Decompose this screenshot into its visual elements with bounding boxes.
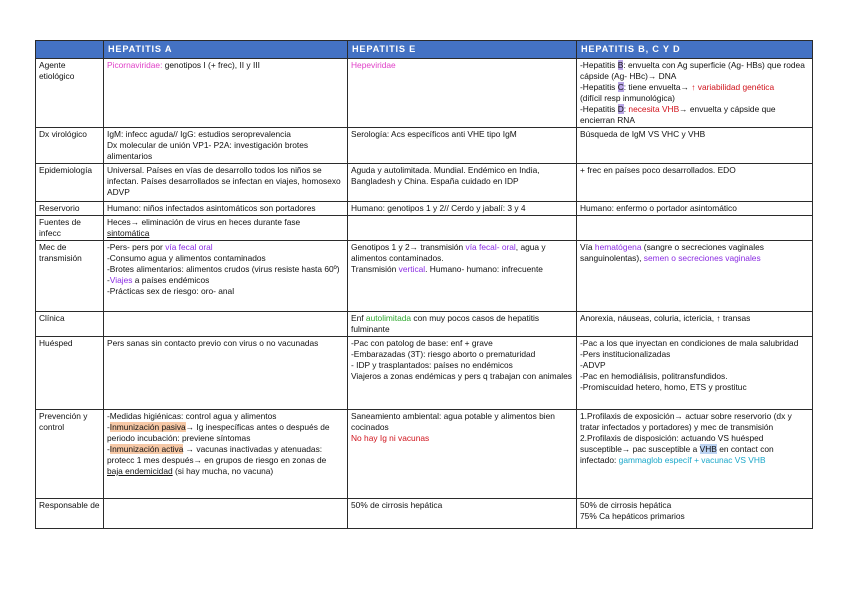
text-segment: -Embarazadas (3T): riesgo aborto o prematuridad — [351, 349, 536, 359]
table-row — [36, 312, 813, 337]
cell-line — [351, 264, 573, 275]
text-segment: gammaglob específ + vacunac VS VHB — [618, 455, 766, 465]
row-label: Huésped — [36, 337, 104, 410]
text-segment: Anorexia, náuseas, coluria, ictericia, ↑ transas — [580, 313, 751, 323]
text-segment: -Prácticas sex de riesgo: oro- anal — [107, 286, 235, 296]
text-segment: -ADVP — [580, 360, 606, 370]
cell-line — [580, 104, 809, 126]
cell-hepatitis-bcd — [577, 59, 813, 128]
text-segment: a países endémicos — [132, 275, 210, 285]
cell-line — [580, 338, 809, 349]
cell-line — [351, 203, 573, 214]
text-segment: -Pac con patolog de base: enf + grave — [351, 338, 493, 348]
text-segment: baja endemicidad — [107, 466, 173, 476]
table-body — [36, 59, 813, 529]
text-segment: Universal. Países en vías de desarrollo todos los niños se infectan. Países desarrollados se infectan en viajes, homosexo ADVP — [107, 165, 341, 197]
cell-hepatitis-a — [104, 59, 348, 128]
cell-line — [351, 360, 573, 371]
text-segment: -Promiscuidad hetero, homo, ETS y prostituc — [580, 382, 747, 392]
cell-line — [107, 60, 344, 71]
cell-line — [351, 60, 573, 71]
table-row — [36, 164, 813, 202]
header-blank — [36, 41, 104, 59]
cell-hepatitis-bcd — [577, 410, 813, 499]
cell-hepatitis-a — [104, 241, 348, 312]
row-label: Mec de transmisión — [36, 241, 104, 312]
text-segment: IgM: infecc aguda// IgG: estudios seroprevalencia — [107, 129, 291, 139]
table-row — [36, 410, 813, 499]
table-header-row — [36, 41, 813, 59]
text-segment: Viajeros a zonas endémicas y pers q trabajan con animales — [351, 371, 572, 381]
cell-line — [580, 371, 809, 382]
cell-hepatitis-e — [348, 241, 577, 312]
text-segment: - — [107, 422, 110, 432]
text-segment: Búsqueda de IgM VS VHC y VHB — [580, 129, 706, 139]
header-hepatitis-a: HEPATITIS A — [104, 41, 348, 59]
cell-line — [107, 286, 344, 297]
cell-line — [107, 203, 344, 214]
cell-line — [580, 242, 809, 264]
cell-line — [107, 275, 344, 286]
text-segment: B — [617, 60, 624, 70]
cell-hepatitis-e — [348, 499, 577, 529]
cell-line — [107, 422, 344, 444]
row-label: Reservorio — [36, 202, 104, 216]
cell-hepatitis-a — [104, 312, 348, 337]
text-segment: sintomática — [107, 228, 150, 238]
cell-line — [580, 313, 809, 324]
row-label: Responsable de — [36, 499, 104, 529]
text-segment: Heces→ eliminación de virus en heces durante fase — [107, 217, 301, 227]
text-segment: Pers sanas sin contacto previo con virus o no vacunadas — [107, 338, 319, 348]
text-segment: (sangre o secreciones vaginales sanguinolentas), — [580, 242, 764, 263]
cell-hepatitis-a — [104, 216, 348, 241]
cell-line — [351, 242, 573, 264]
cell-hepatitis-e — [348, 164, 577, 202]
cell-hepatitis-a — [104, 164, 348, 202]
text-segment: No hay Ig ni vacunas — [351, 433, 430, 443]
cell-line — [107, 253, 344, 264]
text-segment: D — [617, 104, 624, 114]
text-segment: - — [107, 275, 110, 285]
cell-line — [580, 93, 809, 104]
cell-line — [107, 444, 344, 477]
text-segment: Genotipos 1 y 2→ transmisión — [351, 242, 466, 252]
text-segment: autolimitada — [365, 313, 412, 323]
cell-hepatitis-a — [104, 337, 348, 410]
text-segment: : envuelta con Ag superficie (Ag- HBs) que rodea cápside (Ag- HBc)→ DNA — [580, 60, 805, 81]
cell-hepatitis-a — [104, 410, 348, 499]
cell-hepatitis-a — [104, 202, 348, 216]
cell-hepatitis-a — [104, 499, 348, 529]
text-segment: 75% Ca hepáticos primarios — [580, 511, 685, 521]
cell-hepatitis-bcd — [577, 128, 813, 164]
cell-line — [351, 371, 573, 382]
text-segment: -Hepatitis — [580, 60, 618, 70]
cell-hepatitis-a — [104, 128, 348, 164]
cell-hepatitis-e — [348, 410, 577, 499]
cell-hepatitis-e — [348, 216, 577, 241]
cell-hepatitis-bcd — [577, 337, 813, 410]
text-segment: Serología: Acs específicos anti VHE tipo IgM — [351, 129, 517, 139]
text-segment: → Ig inespecíficas antes o después de periodo incubación: previene síntomas — [107, 422, 330, 443]
cell-line — [351, 411, 573, 433]
text-segment: Viajes — [109, 275, 133, 285]
text-segment: -Consumo agua y alimentos contaminados — [107, 253, 266, 263]
cell-line — [580, 165, 809, 176]
text-segment: vía fecal oral — [165, 242, 213, 252]
row-label: Epidemiología — [36, 164, 104, 202]
text-segment: Transmisión — [351, 264, 399, 274]
text-segment: vertical — [398, 264, 426, 274]
text-segment: -Brotes alimentarios: alimentos crudos (virus resiste hasta 60º) — [107, 264, 340, 274]
row-label: Fuentes de infecc — [36, 216, 104, 241]
cell-hepatitis-bcd — [577, 499, 813, 529]
row-label: Dx virológico — [36, 128, 104, 164]
cell-hepatitis-bcd — [577, 202, 813, 216]
text-segment: : tiene envuelta→ — [623, 82, 692, 92]
text-segment: -Pac a los que inyectan en condiciones de mala salubridad — [580, 338, 799, 348]
text-segment: 50% de cirrosis hepática — [580, 500, 672, 510]
table-row — [36, 241, 813, 312]
text-segment: 2.Profilaxis de disposición: actuando VS huésped susceptible→ pac susceptible a — [580, 433, 764, 454]
text-segment: -Medidas higiénicas: control agua y alimentos — [107, 411, 277, 421]
text-segment: -Hepatitis — [580, 82, 618, 92]
text-segment: -Pac en hemodiálisis, politransfundidos. — [580, 371, 728, 381]
cell-line — [580, 500, 809, 511]
document-page — [35, 40, 812, 529]
row-label: Agente etiológico — [36, 59, 104, 128]
cell-line — [107, 411, 344, 422]
header-hepatitis-e: HEPATITIS E — [348, 41, 577, 59]
cell-line — [107, 217, 344, 239]
text-segment: vía fecal- oral — [465, 242, 516, 252]
cell-line — [107, 264, 344, 275]
cell-line — [351, 500, 573, 511]
text-segment: Humano: niños infectados asintomáticos son portadores — [107, 203, 316, 213]
cell-line — [580, 411, 809, 433]
text-segment: semen o secreciones vaginales — [643, 253, 761, 263]
cell-hepatitis-bcd — [577, 164, 813, 202]
cell-line — [107, 129, 344, 140]
text-segment: -Pers- pers por — [107, 242, 166, 252]
text-segment: Picornaviridae: — [107, 60, 163, 70]
hepatitis-comparison-table — [35, 40, 813, 529]
text-segment: Inmunización activa — [109, 444, 184, 454]
table-row — [36, 216, 813, 241]
text-segment: Humano: genotipos 1 y 2// Cerdo y jabalí: 3 y 4 — [351, 203, 526, 213]
text-segment: Inmunización pasiva — [109, 422, 186, 432]
cell-line — [580, 433, 809, 466]
text-segment: → vacunas inactivadas y atenuadas: protecc 1 mes después→ en grupos de riesgo en zonas de — [107, 444, 327, 465]
table-row — [36, 202, 813, 216]
text-segment: + frec en países poco desarrollados. EDO — [580, 165, 736, 175]
cell-line — [107, 242, 344, 253]
cell-hepatitis-e — [348, 337, 577, 410]
text-segment: - IDP y trasplantados: países no endémicos — [351, 360, 513, 370]
text-segment: (difícil resp inmunológica) — [580, 93, 675, 103]
text-segment: Enf — [351, 313, 366, 323]
text-segment: con muy pocos casos de hepatitis fulminante — [351, 313, 540, 334]
text-segment: . Humano- humano: infrecuente — [425, 264, 543, 274]
cell-hepatitis-e — [348, 59, 577, 128]
text-segment: genotipos I (+ frec), II y III — [162, 60, 260, 70]
cell-hepatitis-e — [348, 202, 577, 216]
cell-line — [580, 203, 809, 214]
cell-line — [580, 382, 809, 393]
text-segment: -Hepatitis — [580, 104, 618, 114]
table-row — [36, 59, 813, 128]
text-segment: 1.Profilaxis de exposición→ actuar sobre reservorio (dx y tratar infectados y portadores) y mec de transmisión — [580, 411, 792, 432]
text-segment: Hepeviridae — [351, 60, 396, 70]
table-row — [36, 499, 813, 529]
text-segment: en contact con infectado: — [580, 444, 774, 465]
cell-line — [351, 433, 573, 444]
text-segment: C — [617, 82, 624, 92]
text-segment: : — [623, 104, 629, 114]
text-segment: , agua y alimentos contaminados. — [351, 242, 546, 263]
cell-line — [351, 313, 573, 335]
cell-line — [107, 165, 344, 198]
cell-hepatitis-bcd — [577, 312, 813, 337]
cell-line — [580, 349, 809, 360]
text-segment: -Pers institucionalizadas — [580, 349, 671, 359]
cell-line — [351, 338, 573, 349]
text-segment: VHB — [699, 444, 717, 454]
cell-hepatitis-e — [348, 128, 577, 164]
cell-hepatitis-bcd — [577, 216, 813, 241]
text-segment: Vía — [580, 242, 595, 252]
cell-line — [107, 140, 344, 162]
text-segment: hematógena — [594, 242, 642, 252]
row-label: Clínica — [36, 312, 104, 337]
cell-hepatitis-e — [348, 312, 577, 337]
header-hepatitis-bcd: HEPATITIS B, C Y D — [577, 41, 813, 59]
row-label: Prevención y control — [36, 410, 104, 499]
cell-line — [580, 511, 809, 522]
cell-line — [351, 129, 573, 140]
text-segment: - — [107, 444, 110, 454]
cell-line — [351, 165, 573, 187]
table-row — [36, 337, 813, 410]
cell-line — [580, 60, 809, 82]
text-segment: Humano: enfermo o portador asintomático — [580, 203, 737, 213]
text-segment: (si hay mucha, no vacuna) — [172, 466, 274, 476]
cell-line — [351, 349, 573, 360]
table-row — [36, 128, 813, 164]
text-segment: Saneamiento ambiental: agua potable y alimentos bien cocinados — [351, 411, 555, 432]
cell-line — [107, 338, 344, 349]
text-segment: ↑ variabilidad genética — [691, 82, 775, 92]
cell-hepatitis-bcd — [577, 241, 813, 312]
text-segment: → envuelta y cápside que encierran RNA — [580, 104, 776, 125]
cell-line — [580, 82, 809, 93]
cell-line — [580, 360, 809, 371]
text-segment: necesita VHB — [628, 104, 680, 114]
cell-line — [580, 129, 809, 140]
text-segment: 50% de cirrosis hepática — [351, 500, 443, 510]
text-segment: Dx molecular de unión VP1- P2A: investigación brotes alimentarios — [107, 140, 309, 161]
text-segment: Aguda y autolimitada. Mundial. Endémico en India, Bangladesh y China. España cuidado en IDP — [351, 165, 540, 186]
